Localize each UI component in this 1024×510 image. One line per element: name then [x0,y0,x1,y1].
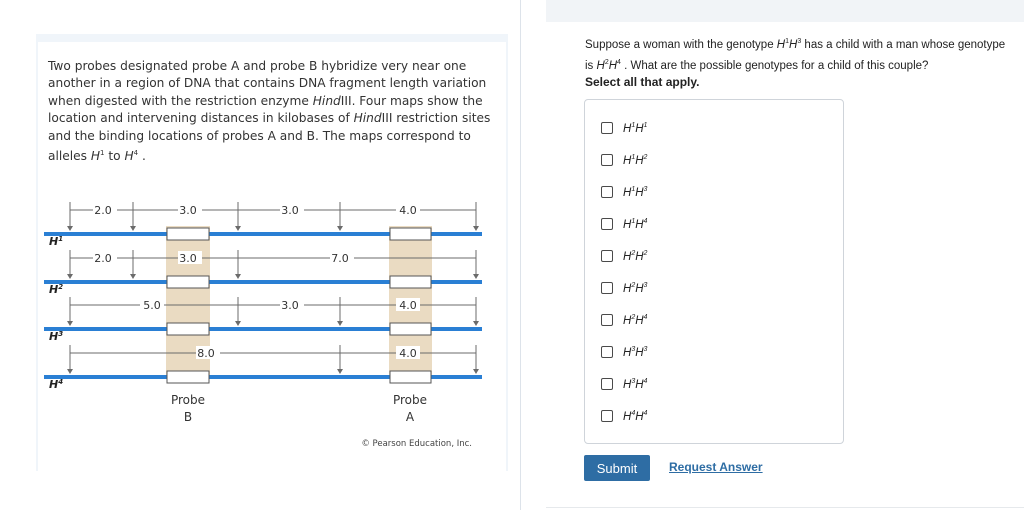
distance-h2-1: 3.0 [179,252,197,265]
caption-part: 4 [133,149,139,158]
answer-options [584,99,844,444]
checkbox[interactable] [601,346,613,358]
allele-label-h3: $H^3$ [49,330,64,343]
panel-divider [520,0,521,510]
probe-b-box-h2 [167,276,209,288]
caption-part: H [124,149,134,164]
probe-a-label-line1: Probe [392,393,428,407]
caption-part: III. Four maps show the location and intervening distances in kilobases of [48,93,483,126]
restriction-map-diagram [38,42,506,471]
caption-part: III restriction sites and the binding locations of probes A and B. The maps correspond to alleles [48,111,491,164]
option-h3h4[interactable] [601,376,647,392]
submit-button[interactable]: Submit [584,455,650,481]
option-h4h4[interactable] [601,408,647,424]
option-label: $H^1H^4$ [623,217,648,231]
question-part: Suppose a woman with the genotype [585,38,777,51]
distance-h1-3: 4.0 [399,204,417,217]
question-part: 3 [797,38,802,45]
option-h1h1[interactable] [601,120,647,136]
distance-h4-1: 4.0 [399,347,417,360]
option-h1h4[interactable] [601,216,647,232]
checkbox[interactable] [601,154,613,166]
option-label: $H^3H^3$ [623,345,648,359]
probe-a-label-line2: A [405,410,415,424]
checkbox[interactable] [601,314,613,326]
caption-part: Hind [312,93,341,108]
option-label: $H^2H^3$ [623,281,648,295]
distance-h2-0: 2.0 [94,252,112,265]
option-label: $H^4H^4$ [623,409,648,423]
checkbox[interactable] [601,282,613,294]
request-answer-link[interactable]: Request Answer [669,460,763,474]
caption-part: . [138,149,146,164]
copyright-text: © Pearson Education, Inc. [361,439,472,449]
probe-a-box-h3 [390,323,431,335]
question-part: 2 [604,58,609,66]
probe-a-box-h2 [390,276,431,288]
allele-label-h2: $H^2$ [49,283,64,296]
caption-part: Two probes designated probe A and probe B hybridize very near one another in a region of DNA that contains DNA fragment length variation when digested with the restriction enzyme [48,59,487,108]
top-strip [546,0,1024,22]
distance-h1-1: 3.0 [179,204,197,217]
allele-label-h4: $H^4$ [49,378,64,391]
checkbox[interactable] [601,122,613,134]
caption-part: to [104,149,125,164]
distance-h3-1: 3.0 [281,299,299,312]
distance-h4-0: 8.0 [197,347,215,360]
allele-label-h1: $H^1$ [49,235,64,248]
question-part: . What are the possible genotypes for a child of this couple? [620,59,929,72]
distance-h1-0: 2.0 [94,204,112,217]
option-label: $H^1H^3$ [623,185,648,199]
checkbox[interactable] [601,186,613,198]
checkbox[interactable] [601,378,613,390]
option-h2h4[interactable] [601,312,647,328]
option-label: $H^2H^2$ [623,249,648,263]
probe-b-box-h4 [167,371,209,383]
option-h1h2[interactable] [601,152,647,168]
option-label: $H^1H^1$ [623,121,648,135]
question-part: H [789,38,798,51]
probe-b-box-h3 [167,323,209,335]
option-h2h2[interactable] [601,248,647,264]
probe-b-label-line1: Probe [170,393,206,407]
option-h1h3[interactable] [601,184,647,200]
probe-b-label-line2: B [183,410,193,424]
question-text [585,33,1015,75]
caption-part: H [90,149,101,164]
caption-part: 1 [100,149,105,158]
option-h3h3[interactable] [601,344,647,360]
option-label: $H^2H^4$ [623,313,648,327]
question-part: has a child with a man whose genotype is [585,38,1006,72]
distance-h3-2: 4.0 [399,299,417,312]
checkbox[interactable] [601,410,613,422]
probe-a-box-h4 [390,371,431,383]
probe-b-box-h1 [167,228,209,240]
checkbox[interactable] [601,250,613,262]
question-part: 4 [617,58,621,66]
question-part: H [608,59,618,72]
option-h2h3[interactable] [601,280,647,296]
option-label: $H^1H^2$ [623,153,648,167]
bottom-rule [546,507,1024,508]
question-part: 1 [785,38,790,45]
distance-h2-2: 7.0 [331,252,349,265]
question-part: H [776,38,786,51]
caption-part: Hind [353,111,382,126]
figure-panel [36,34,508,471]
figure-card [38,42,506,471]
distance-h3-0: 5.0 [143,299,161,312]
distance-h1-2: 3.0 [281,204,299,217]
option-label: $H^3H^4$ [623,377,648,391]
probe-a-box-h1 [390,228,431,240]
select-instruction: Select all that apply. [585,75,700,89]
question-part: H [596,59,605,72]
checkbox[interactable] [601,218,613,230]
